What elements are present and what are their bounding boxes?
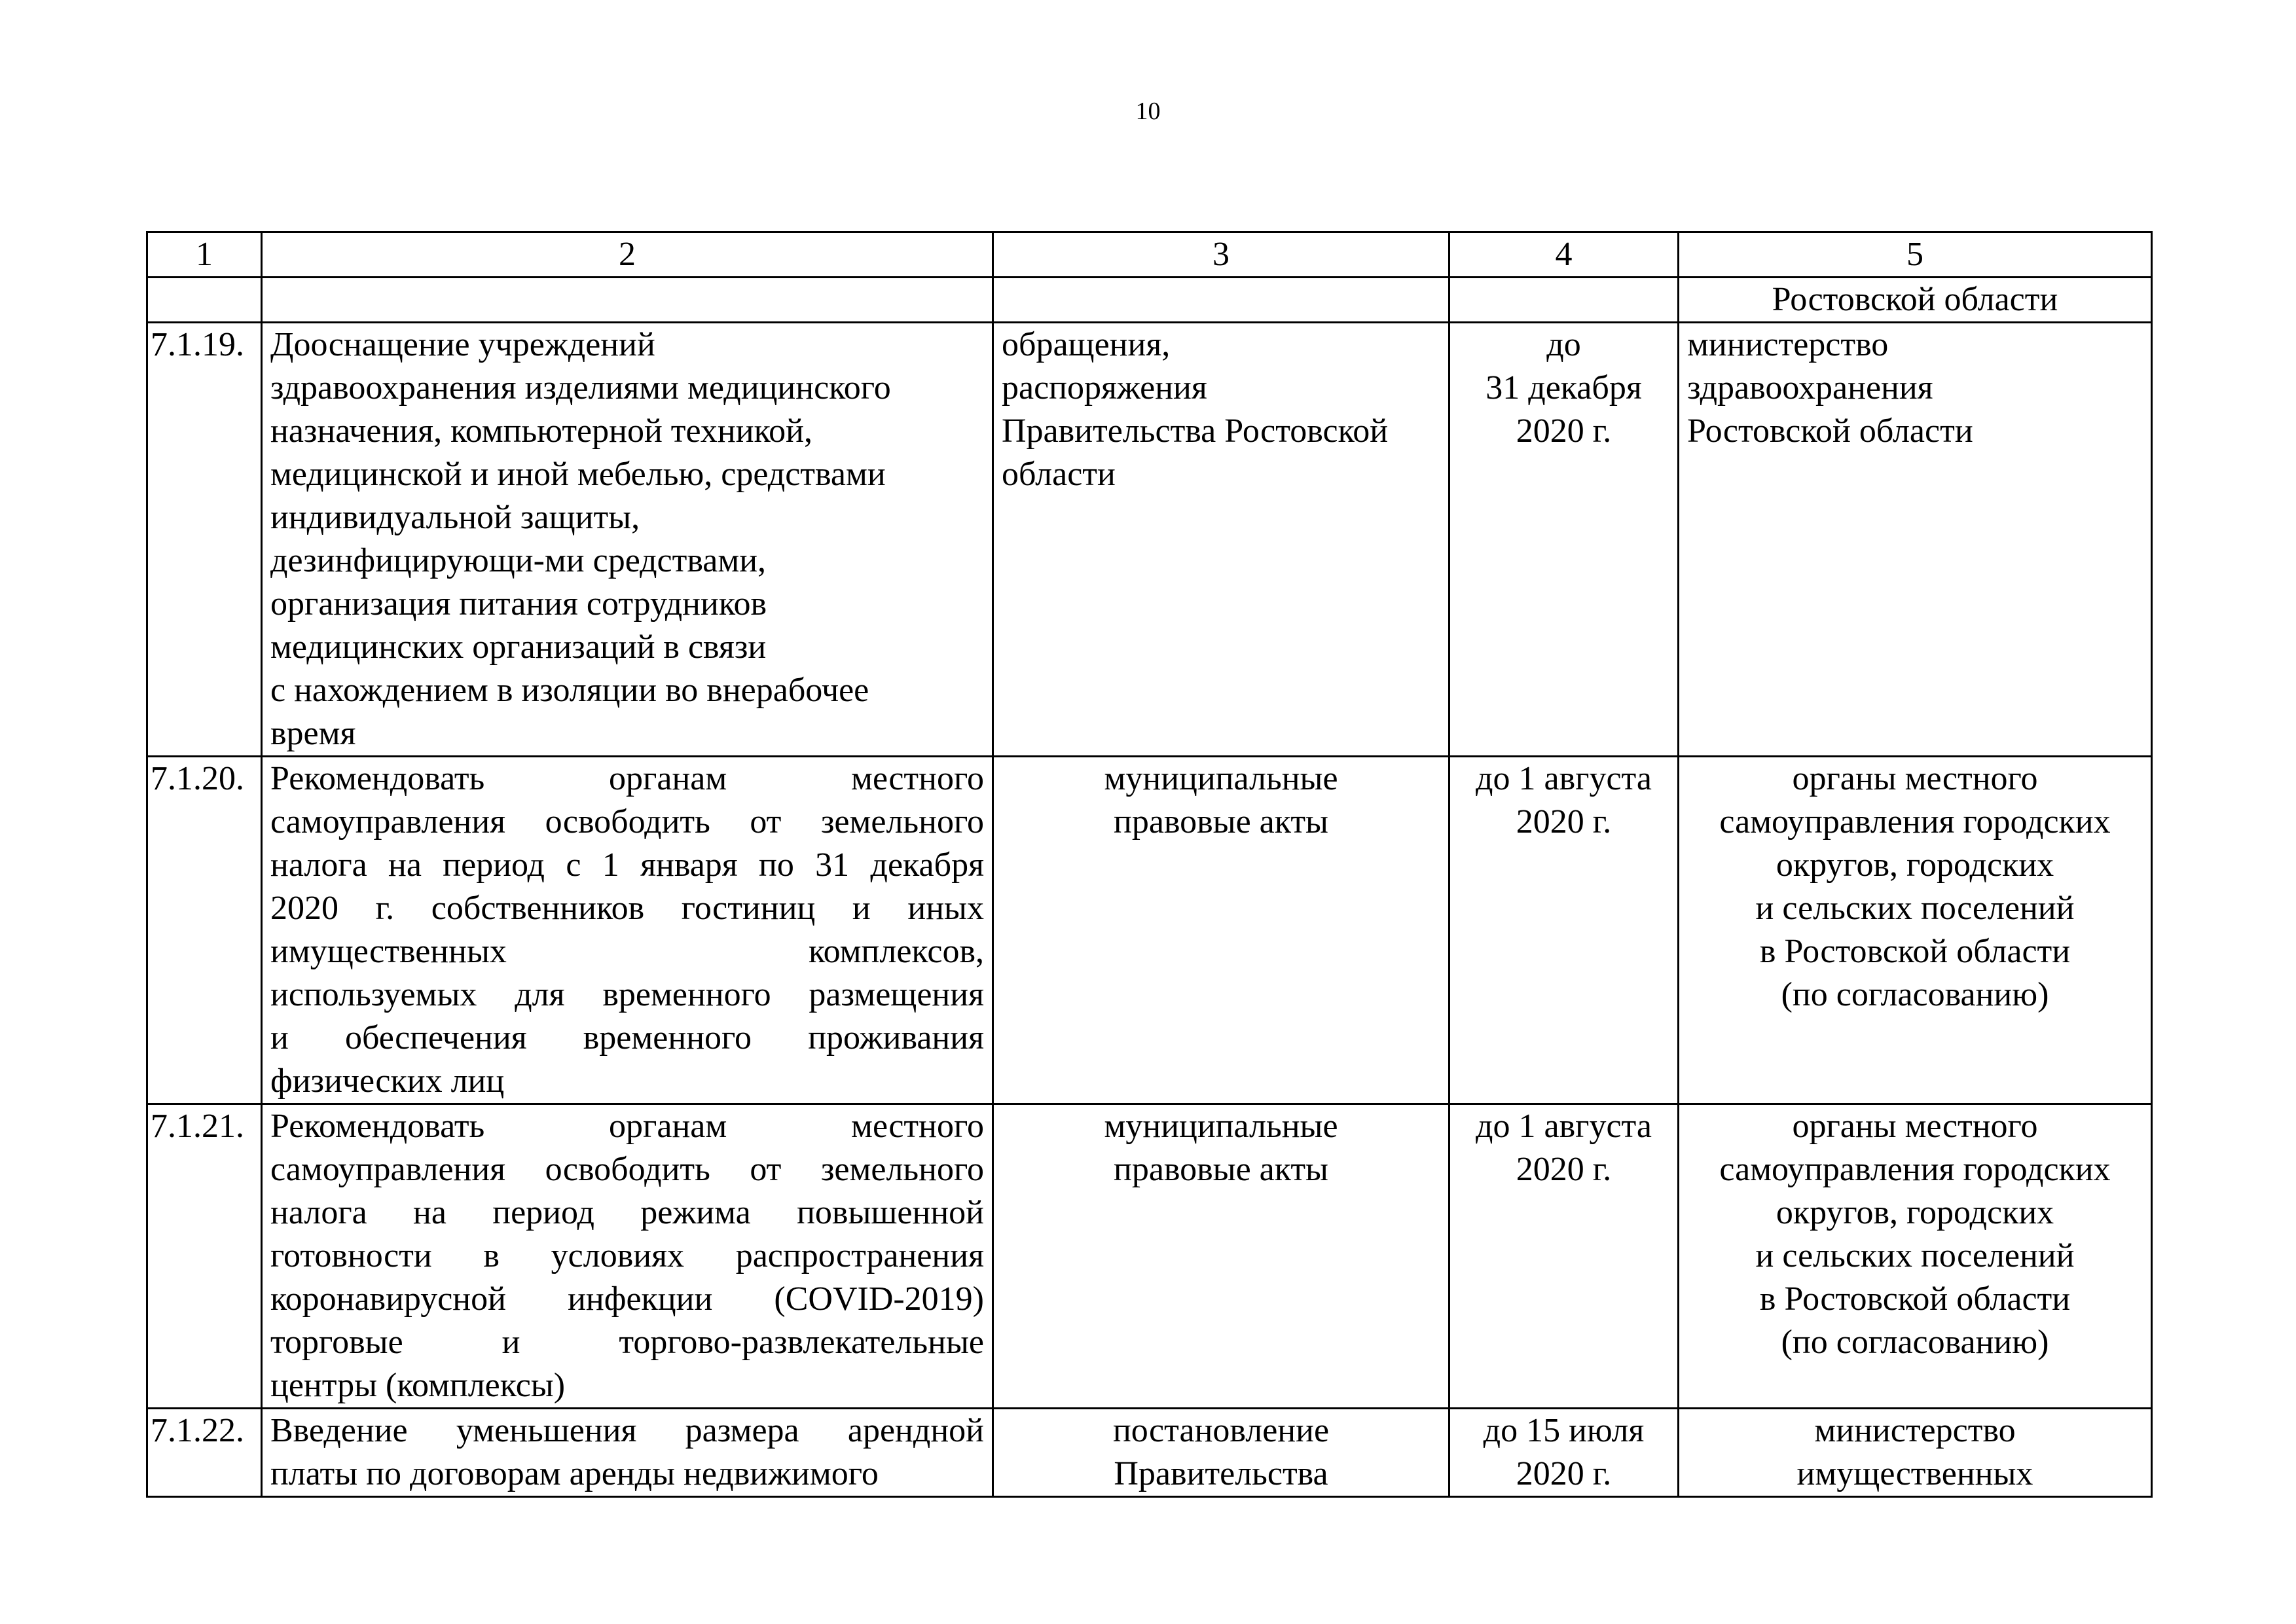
text-line: 2020 г. [1516, 1151, 1612, 1188]
deadline [1449, 757, 1679, 1104]
document-type [993, 323, 1449, 757]
text-line: до [1546, 326, 1581, 363]
text-line: (по согласованию) [1781, 976, 2049, 1013]
document-type [993, 757, 1449, 1104]
table-row [147, 1409, 2152, 1497]
text-line: Ростовской области [1687, 412, 1973, 450]
text-line: налога на период с 1 января по 31 декабря [270, 846, 984, 884]
text-line: 2020 г. [1516, 412, 1612, 450]
text-line: распоряжения [1002, 369, 1207, 406]
table-row [147, 323, 2152, 757]
text-line: и обеспечения временного проживания [270, 1019, 984, 1056]
document-type [993, 1104, 1449, 1409]
deadline [1449, 323, 1679, 757]
responsible-party [1679, 757, 2152, 1104]
text-line: до 1 августа [1476, 1108, 1652, 1145]
column-number: 3 [993, 232, 1449, 278]
text-line: имущественных [1796, 1455, 2033, 1492]
continuation-cell-5: Ростовской области [1679, 278, 2152, 323]
text-line: правовые акты [1114, 1151, 1328, 1188]
item-number: 7.1.20. [147, 757, 262, 1104]
text-line: муниципальные [1104, 1108, 1338, 1145]
responsible-party [1679, 1409, 2152, 1497]
text-line: обращения, [1002, 326, 1171, 363]
continuation-cell-4 [1449, 278, 1679, 323]
responsible-party [1679, 323, 2152, 757]
text-line: медицинской и иной мебелью, средствами [270, 456, 886, 493]
text-line: здравоохранения изделиями медицинского [270, 369, 891, 406]
text-line: здравоохранения [1687, 369, 1933, 406]
item-number: 7.1.19. [147, 323, 262, 757]
item-number: 7.1.21. [147, 1104, 262, 1409]
text-line: индивидуальной защиты, [270, 499, 640, 536]
text-line: Правительства Ростовской [1002, 412, 1389, 450]
text-line: имущественных комплексов, [270, 933, 984, 970]
text-line: Правительства [1114, 1455, 1328, 1492]
text-line: самоуправления освободить от земельного [270, 803, 984, 840]
text-line: и сельских поселений [1755, 1237, 2075, 1274]
text-line: налога на период режима повышенной [270, 1194, 984, 1231]
text-line: назначения, компьютерной техникой, [270, 412, 813, 450]
text-line: самоуправления городских [1719, 803, 2111, 840]
item-number: 7.1.22. [147, 1409, 262, 1497]
text-line: самоуправления освободить от земельного [270, 1151, 984, 1188]
deadline [1449, 1104, 1679, 1409]
text-line: (по согласованию) [1781, 1324, 2049, 1361]
table-row [147, 757, 2152, 1104]
text-line: платы по договорам аренды недвижимого [270, 1455, 879, 1492]
continuation-cell-3 [993, 278, 1449, 323]
text-line: Дооснащение учреждений [270, 326, 655, 363]
text-line: физических лиц [270, 1062, 505, 1100]
text-line: Введение уменьшения размера арендной [270, 1412, 984, 1449]
measure-text [262, 1409, 993, 1497]
page-number: 10 [1135, 98, 1161, 125]
column-number-row [147, 232, 2152, 278]
text-line: коронавирусной инфекции (COVID-2019) [270, 1280, 984, 1318]
text-line: министерство [1814, 1412, 2016, 1449]
text-line: с нахождением в изоляции во внерабочее [270, 672, 869, 709]
column-number: 4 [1449, 232, 1679, 278]
text-line: органы местного [1792, 760, 2038, 797]
column-number: 5 [1679, 232, 2152, 278]
continuation-cell-2 [262, 278, 993, 323]
measures-table [146, 231, 2153, 1498]
document-type [993, 1409, 1449, 1497]
measure-text [262, 1104, 993, 1409]
text-line: торговые и торгово-развлекательные [270, 1324, 984, 1361]
text-line: 31 декабря [1485, 369, 1642, 406]
table-row [147, 1104, 2152, 1409]
text-line: Рекомендовать органам местного [270, 760, 984, 797]
text-line: время [270, 715, 356, 752]
text-line: в Ростовской области [1759, 1280, 2071, 1318]
text-line: округов, городских [1776, 846, 2054, 884]
text-line: центры (комплексы) [270, 1367, 566, 1404]
text-line: Рекомендовать органам местного [270, 1108, 984, 1145]
text-line: дезинфицирующи-ми средствами, [270, 542, 767, 579]
text-line: правовые акты [1114, 803, 1328, 840]
text-line: области [1002, 456, 1116, 493]
text-line: органы местного [1792, 1108, 2038, 1145]
text-line: постановление [1112, 1412, 1330, 1449]
text-line: до 15 июля [1483, 1412, 1645, 1449]
text-line: до 1 августа [1476, 760, 1652, 797]
text-line: 2020 г. собственников гостиниц и иных [270, 890, 984, 927]
text-line: используемых для временного размещения [270, 976, 984, 1013]
text-line: 2020 г. [1516, 803, 1612, 840]
column-number: 2 [262, 232, 993, 278]
column-number: 1 [147, 232, 262, 278]
responsible-party [1679, 1104, 2152, 1409]
measure-text [262, 757, 993, 1104]
text-line: готовности в условиях распространения [270, 1237, 984, 1274]
text-line: 2020 г. [1516, 1455, 1612, 1492]
text-line: организация питания сотрудников [270, 585, 767, 623]
continuation-row [147, 278, 2152, 323]
deadline [1449, 1409, 1679, 1497]
measure-rows [147, 323, 2152, 1497]
text-line: самоуправления городских [1719, 1151, 2111, 1188]
text-line: в Ростовской области [1759, 933, 2071, 970]
text-line: медицинских организаций в связи [270, 628, 767, 666]
text-line: муниципальные [1104, 760, 1338, 797]
text-line: и сельских поселений [1755, 890, 2075, 927]
measure-text [262, 323, 993, 757]
continuation-cell-1 [147, 278, 262, 323]
text-line: министерство [1687, 326, 1889, 363]
text-line: округов, городских [1776, 1194, 2054, 1231]
